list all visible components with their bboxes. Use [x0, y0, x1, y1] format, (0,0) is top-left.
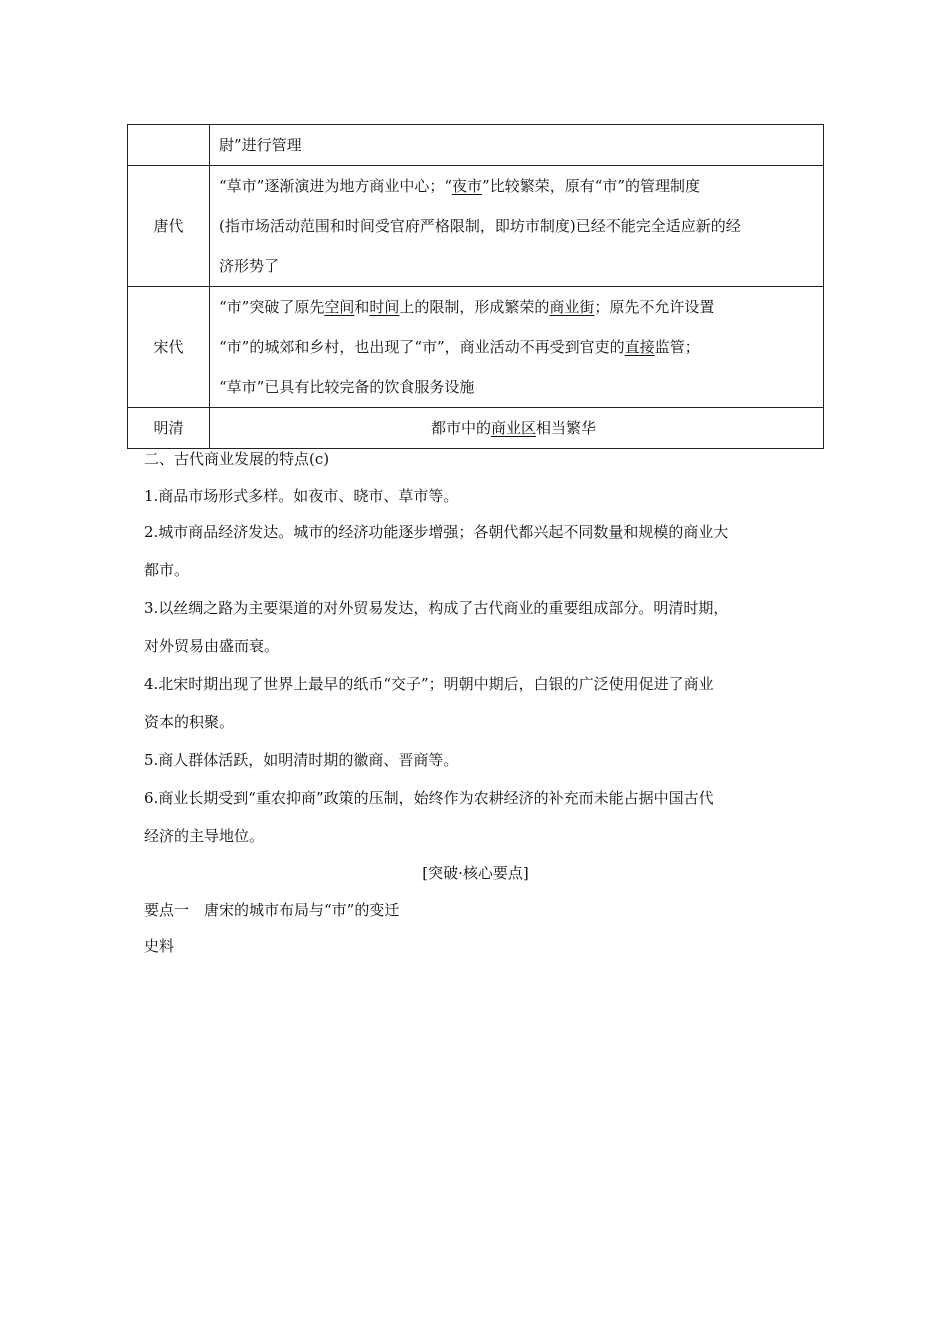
desc-cell: 尉”进行管理 — [210, 125, 824, 166]
era-cell-tang: 唐代 — [128, 166, 210, 287]
era-commerce-table — [127, 124, 824, 449]
tang-line-3: 济形势了 — [219, 257, 280, 275]
desc-cell-mingqing: 都市中的商业区相当繁华 — [210, 408, 824, 449]
song-line-1: “市”突破了原先空间和时间上的限制，形成繁荣的商业街；原先不允许设置 — [219, 298, 715, 316]
table-row-tang — [128, 166, 824, 287]
paragraph-5: 5.商人群体活跃，如明清时期的徽商、晋商等。 — [144, 751, 459, 769]
key-point-1-heading: 要点一 唐宋的城市布局与“市”的变迁 — [144, 901, 400, 919]
breakthrough-heading: [突破·核心要点] — [422, 864, 529, 882]
paragraph-2-line-2: 都市。 — [144, 561, 190, 579]
paragraph-1: 1.商品市场形式多样。如夜市、晓市、草市等。 — [144, 487, 459, 505]
song-line-3: “草市”已具有比较完备的饮食服务设施 — [219, 378, 475, 396]
paragraph-4-line-1: 4.北宋时期出现了世界上最早的纸币“交子”；明朝中期后，白银的广泛使用促进了商业 — [144, 675, 714, 693]
tang-line-2: (指市场活动范围和时间受官府严格限制，即坊市制度)已经不能完全适应新的经 — [219, 217, 741, 235]
table-row-mingqing — [128, 408, 824, 449]
era-cell — [128, 125, 210, 166]
underlined-term: 夜市 — [452, 177, 483, 195]
tang-line-1: “草市”逐渐演进为地方商业中心；“夜市”比较繁荣，原有“市”的管理制度 — [219, 177, 701, 195]
paragraph-6-line-1: 6.商业长期受到“重农抑商”政策的压制，始终作为农耕经济的补充而未能占据中国古代 — [144, 789, 714, 807]
paragraph-3-line-2: 对外贸易由盛而衰。 — [144, 637, 280, 655]
era-cell-mingqing: 明清 — [128, 408, 210, 449]
paragraph-4-line-2: 资本的积聚。 — [144, 713, 235, 731]
paragraph-3-line-1: 3.以丝绸之路为主要渠道的对外贸易发达，构成了古代商业的重要组成部分。明清时期， — [144, 599, 729, 617]
song-line-2: “市”的城郊和乡村，也出现了“市”，商业活动不再受到官吏的直接监管； — [219, 338, 700, 356]
section-heading: 二、古代商业发展的特点(c) — [144, 450, 330, 468]
source-label: 史料 — [144, 937, 175, 955]
underlined-term: 商业街 — [549, 298, 595, 316]
underlined-term: 时间 — [369, 298, 400, 316]
desc-cell-tang — [210, 166, 824, 287]
underlined-term: 直接 — [624, 338, 655, 356]
paragraph-2-line-1: 2.城市商品经济发达。城市的经济功能逐步增强；各朝代都兴起不同数量和规模的商业大 — [144, 523, 729, 541]
underlined-term: 商业区 — [490, 419, 536, 437]
paragraph-6-line-2: 经济的主导地位。 — [144, 827, 265, 845]
underlined-term: 空间 — [324, 298, 355, 316]
era-cell-song: 宋代 — [128, 287, 210, 408]
table-row-song — [128, 287, 824, 408]
desc-cell-song — [210, 287, 824, 408]
table-row — [128, 125, 824, 166]
